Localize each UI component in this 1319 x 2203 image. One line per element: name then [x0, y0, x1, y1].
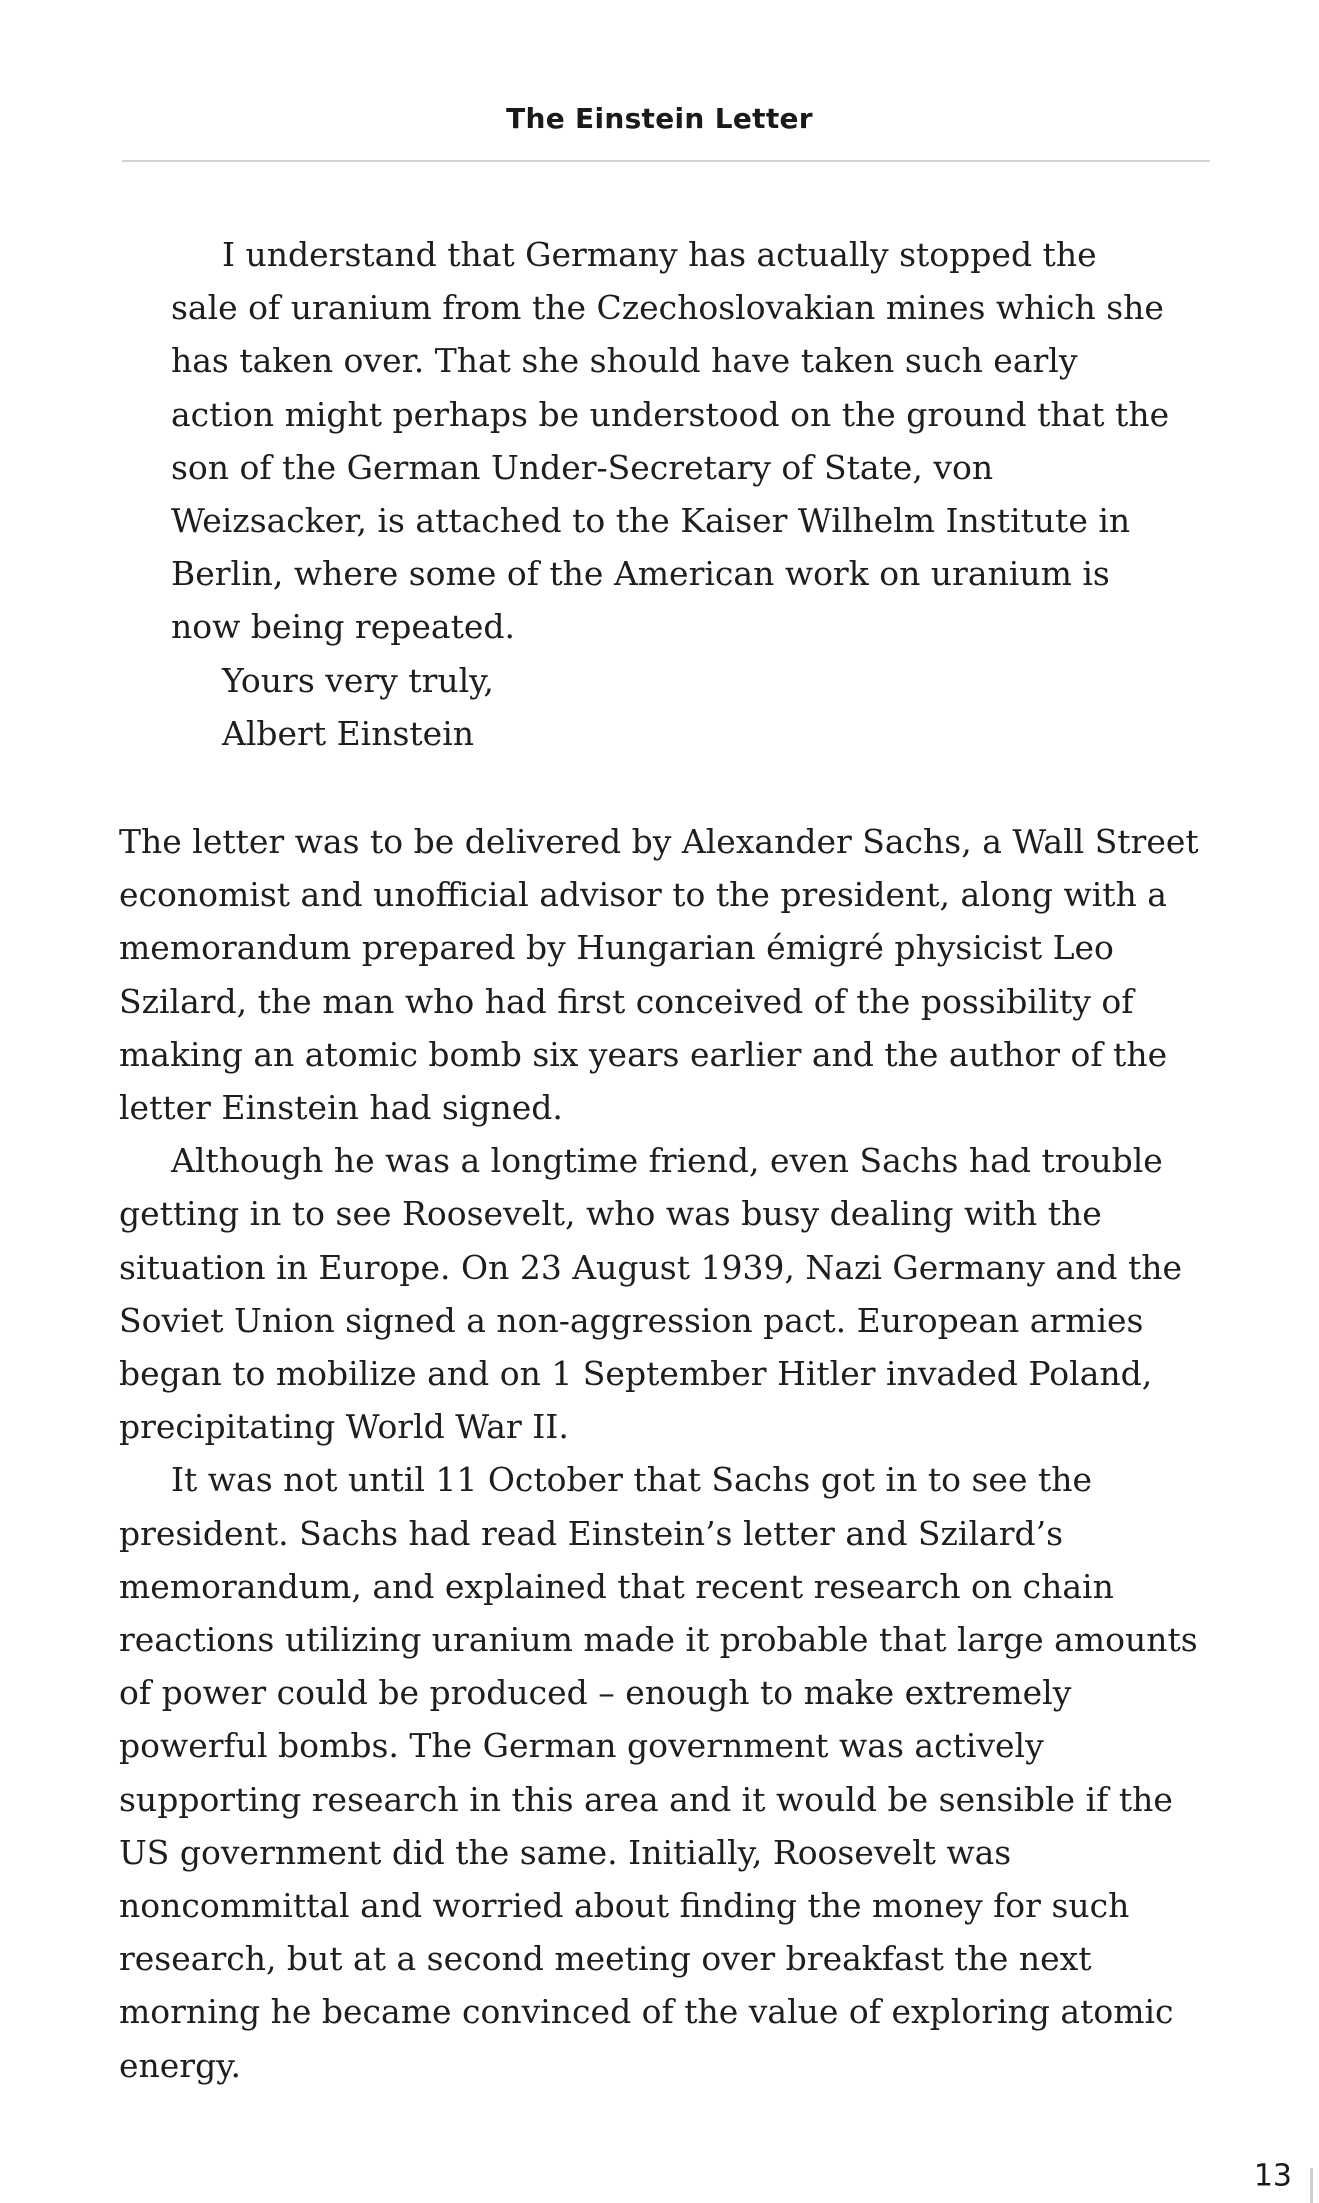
narrative-paragraph-1: The letter was to be delivered by Alexander Sachs, a Wall Street economist and unofficial advisor to the president, along with a memorandum prepared by Hungarian émigré physicist Leo Szilard, the man who had first conceived of the possibility of making an atomic bomb six years earlier and the author of the letter Einstein had signed.: [119, 822, 1199, 1128]
page-number: 13: [1253, 2158, 1292, 2194]
letter-excerpt: [171, 228, 1171, 760]
narrative-text: [119, 815, 1209, 2092]
page-edge-mark: [1310, 2168, 1313, 2203]
running-head-title: The Einstein Letter: [506, 102, 813, 135]
letter-closing-block: [171, 654, 1171, 760]
narrative-paragraph-3: It was not until 11 October that Sachs got in to see the president. Sachs had read Einstein’s letter and Szilard’s memorandum, and explained that recent research on chain reactions utilizing uranium made it probable that large amounts of power could be produced – enough to make extremely powerful bombs. The German government was actively supporting research in this area and it would be sensible if the US government did the same. Initially, Roosevelt was noncommittal and worried about finding the money for such research, but at a second meeting over breakfast the next morning he became convinced of the value of exploring atomic energy.: [119, 1460, 1198, 2085]
letter-signature: Albert Einstein: [222, 713, 474, 753]
narrative-paragraph-2: Although he was a longtime friend, even Sachs had trouble getting in to see Roosevelt, who was busy dealing with the situation in Europe. On 23 August 1939, Nazi Germany and the Soviet Union signed a non-aggression pact. European armies began to mobilize and on 1 September Hitler invaded Poland, precipitating World War II.: [119, 1141, 1182, 1447]
header-divider: [122, 160, 1210, 162]
letter-paragraph: I understand that Germany has actually stopped the sale of uranium from the Czechoslovakian mines which she has taken over. That she should have taken such early action might perhaps be understood on the ground that the son of the German Under-Secretary of State, von Weizsacker, is attached to the Kaiser Wilhelm Institute in Berlin, where some of the American work on uranium is now being repeated.: [171, 235, 1170, 647]
letter-closing: Yours very truly,: [222, 660, 494, 700]
